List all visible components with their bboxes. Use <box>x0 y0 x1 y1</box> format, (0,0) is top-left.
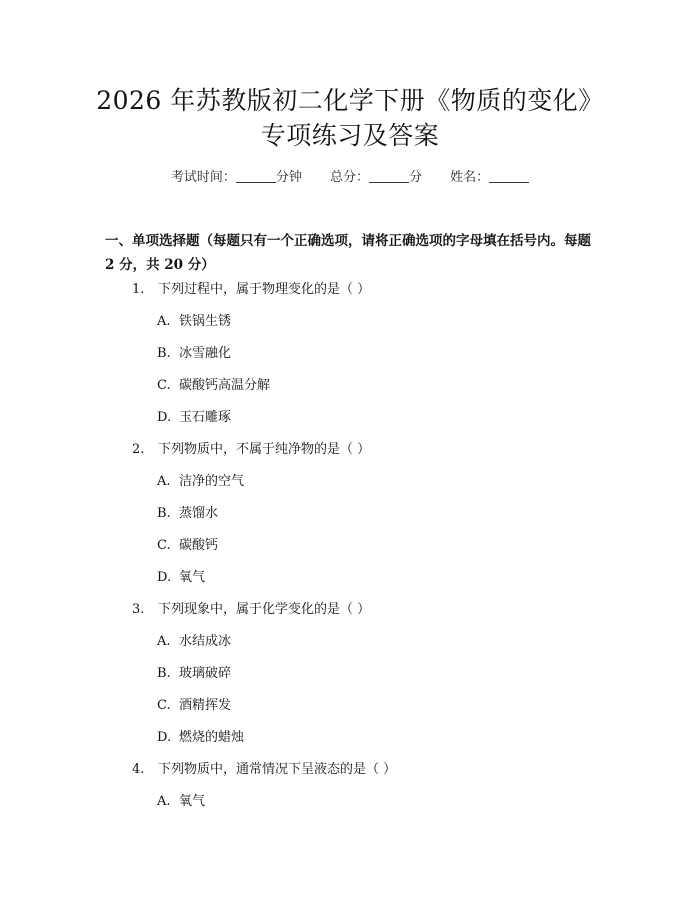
option-1a[interactable] <box>157 312 231 332</box>
option-label: B. <box>157 346 171 361</box>
question-4 <box>132 760 396 780</box>
option-3b[interactable] <box>157 664 231 684</box>
exam-time-field <box>171 168 302 188</box>
section-heading: 一、单项选择题（每题只有一个正确选项，请将正确选项的字母填在括号内。每题 2 分，共 20 分） <box>105 233 591 273</box>
option-label: D. <box>157 730 172 745</box>
option-1d[interactable] <box>157 408 231 428</box>
question-text: 下列现象中，属于化学变化的是（ ） <box>158 602 371 617</box>
option-label: C. <box>157 538 171 553</box>
option-label: A. <box>157 634 171 649</box>
option-text: 洁净的空气 <box>179 474 245 489</box>
option-text: 碳酸钙高温分解 <box>179 378 271 393</box>
exam-time-blank[interactable] <box>236 168 276 183</box>
option-label: D. <box>157 410 172 425</box>
total-score-field <box>330 168 422 188</box>
question-number: 3. <box>132 602 145 617</box>
option-text: 冰雪融化 <box>179 346 232 361</box>
option-label: A. <box>157 794 171 809</box>
option-3a[interactable] <box>157 632 231 652</box>
question-text: 下列物质中，通常情况下呈液态的是（ ） <box>158 762 397 777</box>
option-label: D. <box>157 570 172 585</box>
option-text: 氧气 <box>179 570 206 585</box>
question-number: 1. <box>132 282 145 297</box>
question-number: 4. <box>132 762 145 777</box>
option-text: 碳酸钙 <box>179 538 219 553</box>
option-label: B. <box>157 506 171 521</box>
exam-time-unit: 分钟 <box>275 170 302 185</box>
option-3c[interactable] <box>157 696 231 716</box>
document-title-line2: 专项练习及答案 <box>260 121 440 150</box>
student-name-field <box>450 168 529 188</box>
question-number: 2. <box>132 442 145 457</box>
option-label: A. <box>157 474 171 489</box>
option-text: 酒精挥发 <box>179 698 232 713</box>
option-label: B. <box>157 666 171 681</box>
option-text: 玻璃破碎 <box>179 666 232 681</box>
option-text: 氧气 <box>179 794 206 809</box>
option-2c[interactable] <box>157 536 218 556</box>
option-2a[interactable] <box>157 472 244 492</box>
question-text: 下列物质中，不属于纯净物的是（ ） <box>158 442 371 457</box>
option-4a[interactable] <box>157 792 205 812</box>
option-text: 玉石雕琢 <box>179 410 232 425</box>
option-2b[interactable] <box>157 504 218 524</box>
option-text: 蒸馏水 <box>179 506 219 521</box>
option-label: C. <box>157 378 171 393</box>
option-label: C. <box>157 698 171 713</box>
option-text: 燃烧的蜡烛 <box>179 730 245 745</box>
question-3 <box>132 600 370 620</box>
question-1 <box>132 280 370 300</box>
question-text: 下列过程中，属于物理变化的是（ ） <box>158 282 371 297</box>
document-title-line1: 2026 年苏教版初二化学下册《物质的变化》 <box>96 86 604 115</box>
question-2 <box>132 440 370 460</box>
total-score-label: 总分： <box>329 170 369 185</box>
option-1b[interactable] <box>157 344 231 364</box>
option-2d[interactable] <box>157 568 205 588</box>
option-3d[interactable] <box>157 728 244 748</box>
exam-meta-row <box>0 168 700 188</box>
student-name-label: 姓名： <box>450 170 490 185</box>
option-text: 铁锅生锈 <box>179 314 232 329</box>
exam-time-label: 考试时间： <box>170 170 236 185</box>
option-text: 水结成冰 <box>179 634 232 649</box>
total-score-unit: 分 <box>409 170 423 185</box>
student-name-blank[interactable] <box>489 168 529 183</box>
option-label: A. <box>157 314 171 329</box>
total-score-blank[interactable] <box>369 168 409 183</box>
option-1c[interactable] <box>157 376 270 396</box>
